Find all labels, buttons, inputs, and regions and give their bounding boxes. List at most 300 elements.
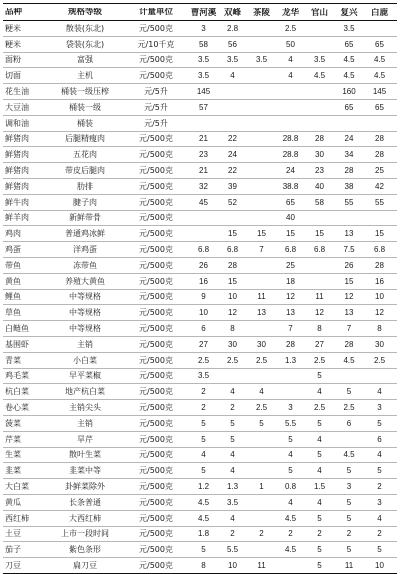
row-unit: 元/500克 — [139, 450, 173, 460]
row-price: 4 — [377, 387, 382, 397]
row-price: 5 — [201, 545, 206, 555]
row-spec: 大西红柿 — [69, 513, 101, 523]
row-price: 4 — [317, 434, 322, 444]
row-price: 8 — [377, 324, 382, 334]
row-spec: 小白菜 — [73, 355, 97, 365]
row-price: 5 — [377, 466, 382, 476]
row-price: 65 — [375, 102, 384, 112]
row-unit: 元/500克 — [139, 71, 173, 81]
row-price: 6 — [346, 418, 352, 428]
row-name: 带鱼 — [5, 260, 21, 270]
row-price: 28.8 — [282, 150, 299, 160]
row-price: 7 — [346, 324, 352, 334]
row-price: 4 — [377, 450, 382, 460]
row-price: 30 — [315, 150, 324, 160]
row-price: 4 — [230, 387, 235, 397]
row-price: 4.5 — [343, 71, 355, 81]
row-price: 5 — [377, 418, 382, 428]
row-price: 10 — [375, 560, 384, 570]
row-name: 青菜 — [5, 355, 21, 365]
row-price: 5 — [346, 466, 352, 476]
row-price: 5 — [317, 450, 322, 460]
header-market: 茶陵 — [252, 7, 270, 17]
table-row — [3, 53, 397, 69]
row-spec: 主机 — [77, 71, 93, 81]
row-unit: 元/500克 — [139, 166, 173, 176]
row-price: 4.5 — [343, 355, 355, 365]
row-name: 黄鱼 — [5, 276, 21, 286]
row-price: 6.8 — [313, 245, 326, 255]
row-unit: 元/5升 — [144, 118, 168, 128]
header-market: 双峰 — [223, 7, 241, 17]
row-spec: 冻带鱼 — [73, 260, 97, 270]
row-price: 3.5 — [197, 71, 210, 81]
row-price: 7 — [288, 324, 293, 334]
table-row — [3, 116, 397, 132]
row-price: 18 — [286, 276, 295, 286]
table-row — [3, 448, 397, 464]
table-row — [3, 305, 397, 321]
row-unit: 元/500克 — [139, 513, 173, 523]
row-name: 芹菜 — [5, 434, 21, 444]
row-price: 42 — [375, 181, 384, 191]
row-price: 4 — [288, 450, 293, 460]
row-name: 菠菜 — [5, 418, 21, 428]
row-price: 2.5 — [226, 355, 239, 365]
row-price: 2.5 — [197, 355, 210, 365]
row-name: 西红柿 — [5, 513, 29, 523]
table-row — [3, 242, 397, 258]
row-price: 12 — [375, 308, 384, 318]
row-price: 28 — [344, 166, 354, 176]
row-unit: 元/500克 — [139, 482, 173, 491]
row-price: 1.5 — [313, 482, 326, 491]
row-price: 65 — [286, 197, 295, 207]
row-unit: 元/500克 — [139, 418, 173, 428]
row-price: 5 — [201, 434, 206, 444]
row-spec: 肋排 — [77, 181, 93, 191]
row-spec: 富强 — [77, 55, 93, 65]
row-unit: 元/500克 — [139, 545, 173, 555]
row-price: 21 — [199, 134, 208, 144]
row-price: 0.8 — [284, 482, 297, 491]
table-row — [3, 384, 397, 400]
row-price: 65 — [344, 102, 354, 112]
row-price: 56 — [228, 39, 237, 49]
row-price: 3.5 — [255, 55, 268, 65]
row-price: 1.3 — [226, 482, 239, 491]
row-price: 4.5 — [313, 71, 326, 81]
row-spec: 扁刀豆 — [73, 560, 97, 570]
row-price: 2 — [377, 529, 382, 539]
row-price: 24 — [228, 150, 237, 160]
table-row — [3, 369, 397, 385]
row-price: 12 — [286, 292, 295, 302]
row-spec: 五花肉 — [73, 150, 97, 160]
row-price: 28 — [375, 260, 384, 270]
row-price: 5 — [317, 513, 322, 523]
row-price: 40 — [315, 181, 324, 191]
row-name: 土豆 — [5, 529, 21, 539]
row-price: 21 — [199, 166, 208, 176]
row-name: 黄瓜 — [5, 497, 21, 507]
row-price: 23 — [315, 166, 324, 176]
row-price: 4 — [288, 71, 293, 81]
row-price: 2 — [201, 403, 206, 413]
table-row — [3, 21, 397, 37]
row-price: 5 — [230, 434, 235, 444]
row-price: 8 — [317, 324, 322, 334]
row-price: 13 — [257, 308, 266, 318]
table-row — [3, 274, 397, 290]
row-price: 5 — [230, 418, 235, 428]
row-price: 58 — [199, 39, 208, 49]
table-header — [3, 3, 397, 21]
row-price: 28.8 — [282, 134, 299, 144]
row-name: 鲜牛肉 — [5, 197, 29, 207]
row-price: 5 — [288, 466, 293, 476]
row-price: 26 — [199, 260, 208, 270]
row-price: 4.5 — [284, 545, 297, 555]
row-price: 24 — [344, 134, 354, 144]
row-price: 15 — [375, 229, 384, 239]
row-spec: 带皮后腿肉 — [65, 166, 105, 176]
row-name: 面粉 — [5, 55, 21, 65]
row-price: 2.5 — [313, 403, 326, 413]
row-price: 4 — [201, 450, 206, 460]
row-spec: 后腿精瘦肉 — [65, 134, 105, 144]
row-price: 22 — [228, 166, 237, 176]
row-price: 5 — [317, 418, 322, 428]
row-price: 15 — [344, 276, 354, 286]
header-name: 品种 — [5, 7, 23, 17]
row-unit: 元/500克 — [139, 529, 173, 539]
row-unit: 元/500克 — [139, 181, 173, 191]
row-price: 2.5 — [255, 403, 268, 413]
row-unit: 元/500克 — [139, 497, 173, 507]
row-price: 57 — [199, 102, 208, 112]
row-price: 5 — [201, 466, 206, 476]
row-spec: 普通鸡冰鲜 — [65, 229, 105, 239]
row-unit: 元/5升 — [144, 102, 168, 112]
table-row — [3, 163, 397, 179]
row-price: 2.5 — [313, 355, 326, 365]
row-price: 3 — [377, 497, 382, 507]
row-spec: 袋装(东北) — [65, 39, 105, 49]
row-price: 15 — [315, 229, 324, 239]
table-row — [3, 400, 397, 416]
row-unit: 元/500克 — [139, 339, 173, 349]
row-name: 大豆油 — [5, 102, 29, 112]
row-name: 草鱼 — [5, 308, 21, 318]
row-price: 12 — [315, 308, 324, 318]
row-price: 4 — [317, 387, 322, 397]
row-spec: 中等规格 — [69, 324, 101, 334]
row-price: 13 — [286, 308, 295, 318]
row-spec: 桶装 — [77, 118, 93, 128]
row-price: 55 — [344, 197, 354, 207]
row-price: 4 — [230, 71, 235, 81]
header-spec: 规格等级 — [67, 7, 102, 17]
row-price: 65 — [344, 39, 354, 49]
row-unit: 元/500克 — [139, 466, 173, 476]
row-price: 2 — [288, 529, 293, 539]
row-spec: 紫色条形 — [69, 545, 101, 555]
row-price: 2.8 — [226, 23, 239, 33]
row-price: 4 — [317, 466, 322, 476]
table-row — [3, 511, 397, 527]
table-row — [3, 195, 397, 211]
row-price: 5 — [346, 387, 352, 397]
row-price: 27 — [199, 339, 208, 349]
row-price: 4.5 — [343, 55, 355, 65]
row-spec: 桶装一级压榨 — [61, 87, 109, 97]
row-price: 3 — [346, 482, 352, 491]
table-row — [3, 211, 397, 227]
row-name: 白鲢鱼 — [5, 324, 29, 334]
row-price: 12 — [344, 292, 354, 302]
row-price: 5 — [346, 545, 352, 555]
row-price: 50 — [286, 39, 295, 49]
row-price: 10 — [228, 560, 237, 570]
row-price: 4 — [230, 513, 235, 523]
row-price: 3.5 — [343, 23, 355, 33]
table-row — [3, 337, 397, 353]
row-price: 3 — [201, 23, 206, 33]
row-price: 5.5 — [284, 418, 297, 428]
row-price: 8 — [201, 560, 206, 570]
row-price: 5 — [377, 545, 382, 555]
row-spec: 早平菜椒 — [69, 371, 101, 381]
table-row — [3, 527, 397, 543]
row-price: 24 — [286, 166, 295, 176]
row-spec: 散装(东北) — [65, 23, 105, 33]
row-price: 10 — [375, 292, 384, 302]
row-spec: 韭菜中等 — [69, 466, 101, 476]
row-price: 15 — [257, 229, 266, 239]
row-price: 11 — [257, 292, 266, 302]
row-price: 5 — [201, 418, 206, 428]
table-row — [3, 147, 397, 163]
row-unit: 元/500克 — [139, 308, 173, 318]
row-name: 鲜猪肉 — [5, 181, 29, 191]
table-row — [3, 68, 397, 84]
row-price: 2 — [230, 403, 235, 413]
row-spec: 桶装一级 — [69, 102, 101, 112]
row-price: 2 — [377, 482, 382, 491]
row-price: 25 — [375, 166, 384, 176]
table-row — [3, 463, 397, 479]
row-price: 4.5 — [197, 497, 210, 507]
row-price: 5 — [288, 434, 293, 444]
row-unit: 元/500克 — [139, 260, 173, 270]
table-row — [3, 84, 397, 100]
table-row — [3, 37, 397, 53]
row-spec: 旱芹 — [77, 434, 93, 444]
price-table — [3, 3, 397, 574]
row-unit: 元/500克 — [139, 134, 173, 144]
row-unit: 元/500克 — [139, 197, 173, 207]
row-price: 4.5 — [284, 513, 297, 523]
row-name: 韭菜 — [5, 466, 21, 476]
row-price: 5 — [317, 371, 322, 381]
row-price: 15 — [286, 229, 295, 239]
row-price: 12 — [228, 308, 237, 318]
row-price: 3 — [377, 403, 382, 413]
row-name: 生菜 — [5, 450, 21, 460]
table-row — [3, 132, 397, 148]
row-unit: 元/500克 — [139, 276, 173, 286]
row-name: 鸡肉 — [5, 229, 21, 239]
row-price: 7 — [259, 245, 264, 255]
row-name: 鲜猪肉 — [5, 150, 29, 160]
row-name: 刀豆 — [5, 560, 21, 570]
row-spec: 地产杭白菜 — [65, 387, 105, 397]
row-spec: 新鲜带骨 — [69, 213, 101, 223]
row-price: 4.5 — [197, 513, 210, 523]
table-row — [3, 226, 397, 242]
row-unit: 元/500克 — [139, 387, 173, 397]
row-name: 鲤鱼 — [5, 292, 21, 302]
row-unit: 元/500克 — [139, 229, 173, 239]
row-price: 32 — [199, 181, 208, 191]
row-price: 28 — [344, 339, 354, 349]
row-price: 4.5 — [343, 450, 355, 460]
row-price: 5 — [346, 497, 352, 507]
row-price: 4 — [317, 497, 322, 507]
row-spec: 长条普通 — [69, 497, 101, 507]
row-spec: 主销 — [77, 339, 93, 349]
table-row — [3, 558, 397, 574]
header-market: 复兴 — [340, 7, 358, 17]
row-price: 2 — [346, 529, 352, 539]
table-row — [3, 479, 397, 495]
row-price: 28 — [375, 150, 384, 160]
row-spec: 上市一段时间 — [61, 529, 109, 539]
row-unit: 元/500克 — [139, 560, 173, 570]
header-market: 官山 — [310, 7, 328, 17]
row-spec: 中等规格 — [69, 308, 101, 318]
row-price: 1.3 — [284, 355, 297, 365]
row-price: 16 — [375, 276, 384, 286]
row-unit: 元/500克 — [139, 213, 173, 223]
row-unit: 元/500克 — [139, 324, 173, 334]
row-price: 65 — [375, 39, 384, 49]
row-price: 145 — [372, 87, 387, 97]
row-spec: 主销 — [77, 418, 93, 428]
row-price: 2.5 — [255, 355, 268, 365]
row-price: 45 — [199, 197, 208, 207]
row-price: 10 — [228, 292, 237, 302]
table-row — [3, 179, 397, 195]
row-price: 38 — [344, 181, 354, 191]
row-unit: 元/500克 — [139, 434, 173, 444]
row-price: 5 — [346, 513, 352, 523]
row-spec: 养殖大黄鱼 — [65, 276, 105, 286]
row-spec: 中等规格 — [69, 292, 101, 302]
row-price: 2 — [230, 529, 235, 539]
row-price: 26 — [344, 260, 354, 270]
row-price: 5 — [317, 560, 322, 570]
row-unit: 元/500克 — [139, 403, 173, 413]
row-price: 10 — [199, 308, 208, 318]
row-price: 11 — [344, 560, 354, 570]
row-price: 2.5 — [343, 403, 355, 413]
row-price: 6 — [377, 434, 382, 444]
row-price: 3.5 — [226, 55, 239, 65]
row-unit: 元/500克 — [139, 371, 173, 381]
row-price: 6.8 — [373, 245, 386, 255]
header-unit: 计量单位 — [138, 7, 173, 17]
row-spec: 洋鸡蛋 — [73, 245, 97, 255]
row-name: 鸡毛菜 — [5, 371, 29, 381]
header-market: 曹河溪 — [190, 7, 217, 17]
row-name: 切面 — [5, 71, 21, 81]
row-price: 5.5 — [226, 545, 239, 555]
row-price: 34 — [344, 150, 354, 160]
row-price: 6.8 — [197, 245, 210, 255]
row-price: 1.8 — [197, 529, 210, 539]
row-price: 1.2 — [197, 482, 210, 491]
row-price: 5 — [317, 545, 322, 555]
row-price: 6 — [201, 324, 206, 334]
row-price: 3.5 — [197, 55, 210, 65]
row-price: 30 — [228, 339, 237, 349]
row-price: 52 — [228, 197, 237, 207]
row-name: 鲜羊肉 — [5, 213, 29, 223]
row-spec: 散叶生菜 — [69, 450, 101, 460]
table-row — [3, 290, 397, 306]
row-name: 花生油 — [5, 87, 29, 97]
row-price: 30 — [375, 339, 384, 349]
row-spec: 卦鲜菜除外 — [65, 482, 105, 491]
table-row — [3, 542, 397, 558]
row-price: 160 — [342, 87, 356, 97]
row-spec: 腱子肉 — [73, 197, 97, 207]
row-price: 28 — [315, 134, 324, 144]
row-spec: 主销尖头 — [69, 403, 101, 413]
row-price: 4.5 — [373, 71, 386, 81]
row-price: 58 — [315, 197, 324, 207]
row-price: 1 — [259, 482, 264, 491]
row-price: 27 — [315, 339, 324, 349]
row-price: 11 — [315, 292, 324, 302]
row-price: 28 — [228, 260, 237, 270]
table-row — [3, 416, 397, 432]
row-price: 2 — [259, 529, 264, 539]
row-price: 4 — [259, 387, 264, 397]
row-price: 4 — [288, 55, 293, 65]
row-price: 2 — [317, 529, 322, 539]
row-price: 3.5 — [197, 371, 210, 381]
row-name: 卷心菜 — [5, 403, 29, 413]
row-unit: 元/500克 — [139, 355, 173, 365]
table-row — [3, 432, 397, 448]
row-price: 4 — [377, 513, 382, 523]
row-price: 6.8 — [284, 245, 297, 255]
row-price: 6.8 — [226, 245, 239, 255]
row-price: 3.5 — [226, 497, 239, 507]
row-unit: 元/500克 — [139, 55, 173, 65]
row-name: 调和油 — [5, 118, 29, 128]
row-price: 13 — [344, 229, 354, 239]
header-market: 龙华 — [281, 7, 299, 17]
row-unit: 元/5升 — [144, 87, 168, 97]
table-row — [3, 100, 397, 116]
row-price: 4 — [230, 450, 235, 460]
row-price: 28 — [286, 339, 295, 349]
table-row — [3, 495, 397, 511]
